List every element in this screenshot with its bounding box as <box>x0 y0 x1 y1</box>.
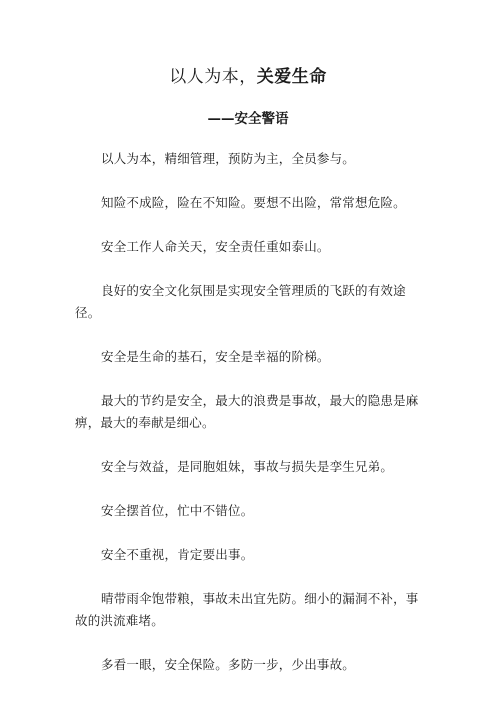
paragraph-7: 安全与效益，是同胞姐妹，事故与损失是孪生兄弟。 <box>101 459 394 474</box>
paragraph-10: 晴带雨伞饱带粮，事故未出宜先防。细小的漏洞不补，事故的洪流难堵。 <box>75 591 419 628</box>
paragraph-4: 良好的安全文化氛围是实现安全管理质的飞跃的有效途径。 <box>75 283 406 320</box>
title-part-regular: 以人为本， <box>169 67 257 87</box>
paragraph-1: 以人为本，精细管理，预防为主，全员参与。 <box>101 151 356 166</box>
paragraph-9: 安全不重视，肯定要出事。 <box>101 547 254 562</box>
document-body <box>75 148 427 698</box>
title-part-bold: 关爱生命 <box>256 67 327 87</box>
paragraph-6: 最大的节约是安全，最大的浪费是事故，最大的隐患是麻痹，最大的奉献是细心。 <box>75 393 419 430</box>
paragraph-5: 安全是生命的基石，安全是幸福的阶梯。 <box>101 349 330 364</box>
paragraph-8: 安全摆首位，忙中不错位。 <box>101 503 254 518</box>
paragraph-11: 多看一眼，安全保险。多防一步，少出事故。 <box>101 657 356 672</box>
document-title <box>0 66 496 88</box>
paragraph-2: 知险不成险，险在不知险。要想不出险，常常想危险。 <box>101 195 406 210</box>
paragraph-3: 安全工作人命关天，安全责任重如泰山。 <box>101 239 330 254</box>
document-subtitle: ——安全警语 <box>207 111 289 127</box>
